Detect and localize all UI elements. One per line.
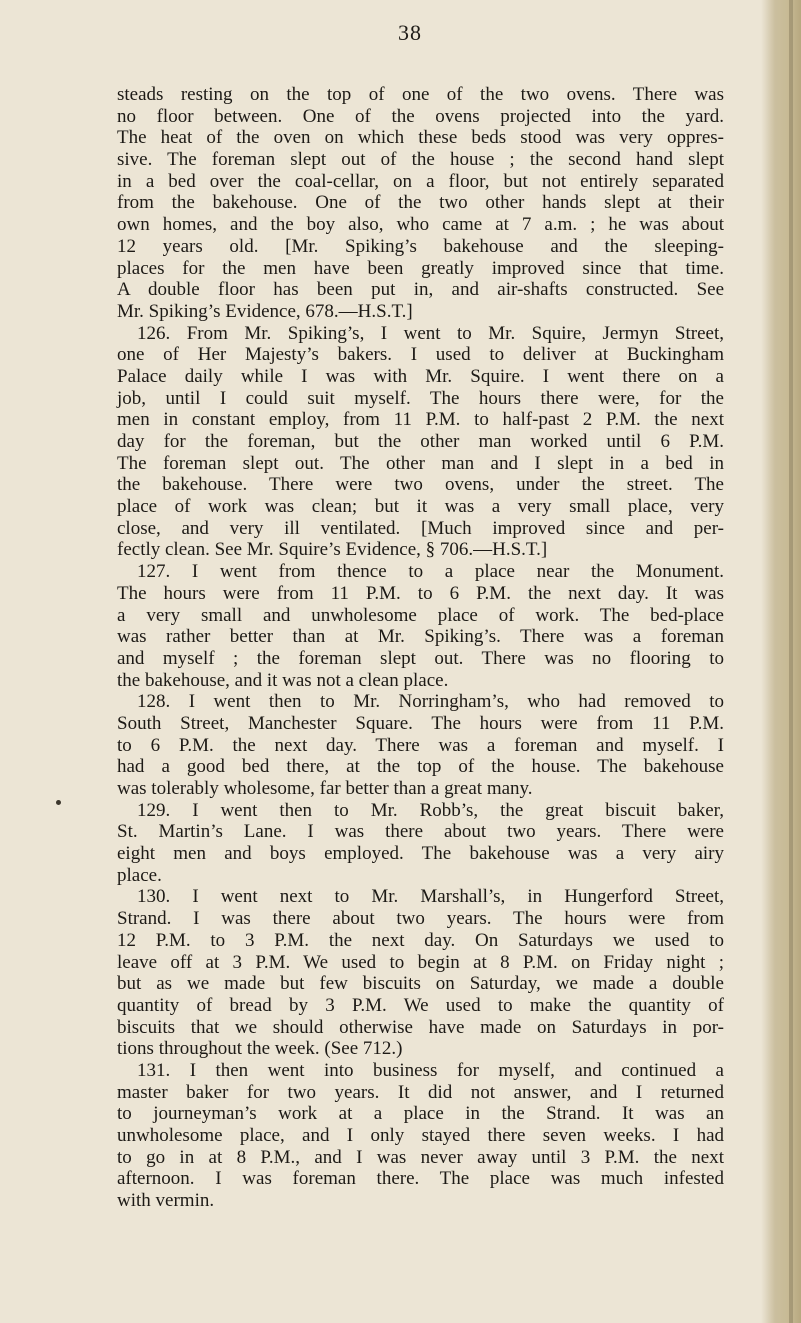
text-line: own homes, and the boy also, who came at 7 a.m. ; he was about [117,214,724,236]
text-line: day for the foreman, but the other man worked until 6 P.M. [117,431,724,452]
text-line: but as we made but few biscuits on Saturday, we made a double [117,973,724,995]
paragraph-start-line: 127. I went from thence to a place near the Monument. [137,561,724,583]
text-line: was rather better than at Mr. Spiking’s. There was a foreman [117,626,724,648]
text-line: a very small and unwholesome place of work. The bed-place [117,604,724,626]
text-line: and myself ; the foreman slept out. There was no flooring to [117,647,724,669]
text-line: close, and very ill ventilated. [Much improved since and per- [117,517,724,539]
text-line: was tolerably wholesome, far better than a great many. [117,778,533,799]
binding-spine [789,0,793,1323]
paragraph-start-line: 131. I then went into business for myself, and continued a [137,1059,724,1081]
text-line: tions throughout the week. (See 712.) [117,1038,403,1060]
text-line: The heat of the oven on which these beds stood was very oppres- [117,127,724,149]
text-line: 12 P.M. to 3 P.M. the next day. On Saturdays we used to [117,929,724,951]
margin-mark [56,800,61,805]
text-line: St. Martin’s Lane. I was there about two years. There were [117,821,724,843]
text-line: places for the men have been greatly improved since that time. [117,257,724,279]
text-line: to go in at 8 P.M., and I was never away until 3 P.M. the next [117,1146,724,1168]
text-line: The hours were from 11 P.M. to 6 P.M. the next day. It was [117,582,724,604]
text-line: the bakehouse, and it was not a clean place. [117,669,449,691]
text-line: eight men and boys employed. The bakehouse was a very airy [117,843,724,865]
text-line: from the bakehouse. One of the two other hands slept at their [117,192,724,214]
text-line: fectly clean. See Mr. Squire’s Evidence, § 706.—H.S.T.] [117,539,548,561]
text-line: steads resting on the top of one of the two ovens. There was [117,84,724,105]
text-line: to 6 P.M. the next day. There was a foreman and myself. I [117,734,724,756]
text-line: to journeyman’s work at a place in the Strand. It was an [117,1103,724,1125]
text-line: leave off at 3 P.M. We used to begin at 8 P.M. on Friday night ; [117,951,724,973]
text-line: no floor between. One of the ovens projected into the yard. [117,105,724,127]
text-line: South Street, Manchester Square. The hours were from 11 P.M. [117,712,724,734]
text-line: A double floor has been put in, and air-shafts constructed. See [117,279,724,301]
text-line: men in constant employ, from 11 P.M. to half-past 2 P.M. the next [117,409,724,431]
text-line: biscuits that we should otherwise have made on Saturdays in por- [117,1016,724,1038]
paragraph-start-line: 126. From Mr. Spiking’s, I went to Mr. Squire, Jermyn Street, [137,322,724,344]
text-line: had a good bed there, at the top of the house. The bakehouse [117,756,724,778]
text-line: place of work was clean; but it was a very small place, very [117,496,724,518]
text-line: quantity of bread by 3 P.M. We used to make the quantity of [117,994,724,1016]
paragraph-start-line: 130. I went next to Mr. Marshall’s, in Hungerford Street, [137,886,724,908]
paragraph-start-line: 129. I went then to Mr. Robb’s, the great biscuit baker, [137,799,724,821]
text-line: Strand. I was there about two years. The hours were from [117,908,724,930]
text-line: with vermin. [117,1190,215,1212]
text-line: sive. The foreman slept out of the house ; the second hand slept [117,149,724,171]
text-line: place. [117,864,162,886]
text-line: Palace daily while I was with Mr. Squire. I went there on a [117,365,724,387]
text-line: one of Her Majesty’s bakers. I used to deliver at Buckingham [117,344,724,366]
text-line: 12 years old. [Mr. Spiking’s bakehouse and the sleeping- [117,235,724,257]
text-line: afternoon. I was foreman there. The place was much infested [117,1168,724,1190]
text-line: unwholesome place, and I only stayed there seven weeks. I had [117,1125,724,1146]
text-line: job, until I could suit myself. The hours there were, for the [117,387,724,409]
binding-edge [761,0,801,1323]
text-line: the bakehouse. There were two ovens, under the street. The [117,474,724,496]
text-line: master baker for two years. It did not answer, and I returned [117,1081,724,1103]
text-line: The foreman slept out. The other man and I slept in a bed in [117,452,724,474]
page-number: 38 [398,20,422,45]
text-line: in a bed over the coal-cellar, on a floor, but not entirely separated [117,170,724,192]
body-text [117,84,724,1212]
paragraph-start-line: 128. I went then to Mr. Norringham’s, who had removed to [137,691,724,713]
text-line: Mr. Spiking’s Evidence, 678.—H.S.T.] [117,300,413,322]
